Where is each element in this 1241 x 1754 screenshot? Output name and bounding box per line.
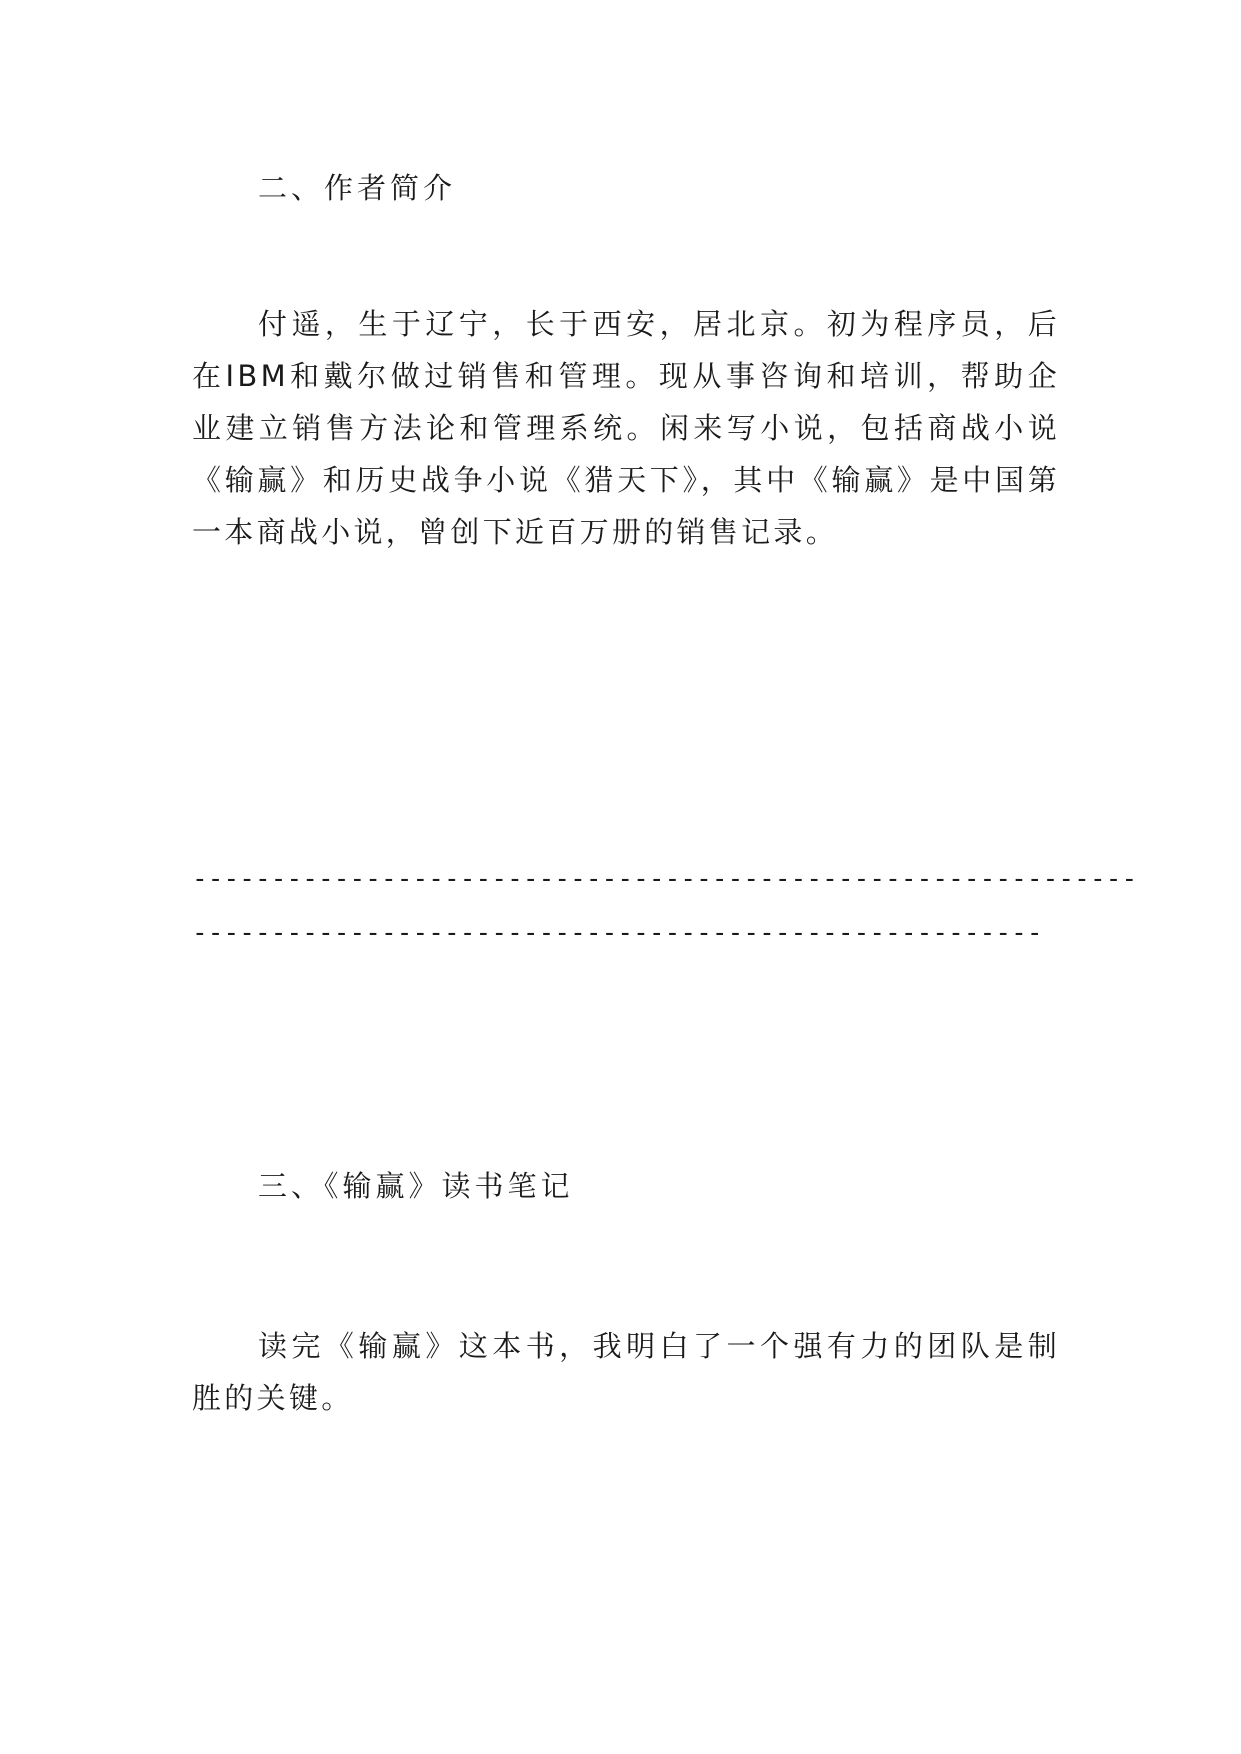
section-heading-author-intro: 二、作者简介 bbox=[258, 171, 457, 205]
reading-notes-paragraph: 读完《输赢》这本书，我明白了一个强有力的团队是制胜的关键。 bbox=[192, 1329, 1060, 1415]
author-intro-paragraph: 付遥，生于辽宁，长于西安，居北京。初为程序员，后在IBM和戴尔做过销售和管理。现从事咨询和培训，帮助企业建立销售方法论和管理系统。闲来写小说，包括商战小说《输赢》和历史战争小说《猎天下》，其中《输赢》是中国第一本商战小说，曾创下近百万册的销售记录。 bbox=[192, 307, 1060, 549]
separator-line-1: ------------------------------------------------------------ bbox=[192, 864, 1138, 894]
separator-line-2: ------------------------------------------------------ bbox=[192, 918, 1043, 948]
section-heading-reading-notes: 三、《输赢》读书笔记 bbox=[258, 1169, 574, 1203]
